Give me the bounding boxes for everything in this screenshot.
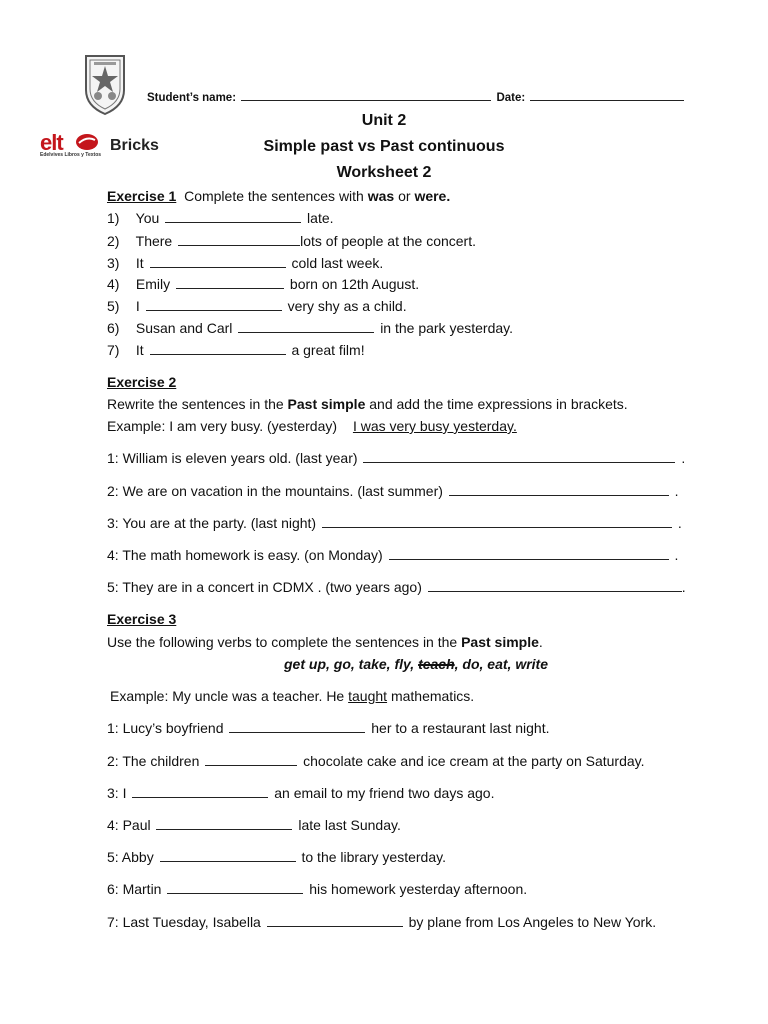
ex2-item-4: 4: The math homework is easy. (on Monday) .	[107, 547, 679, 563]
answer-blank[interactable]	[363, 462, 675, 463]
ex2-item-1: 1: William is eleven years old. (last year) .	[107, 450, 686, 466]
ex1-item-1: 1) You late.	[107, 210, 334, 226]
school-crest-logo	[82, 52, 128, 116]
ex1-item-2: 2) There lots of people at the concert.	[107, 233, 476, 249]
ex3-item-4: 4: Paul late last Sunday.	[107, 817, 401, 833]
exercise2-heading: Exercise 2	[107, 374, 177, 390]
ex2-item-3: 3: You are at the party. (last night) .	[107, 515, 682, 531]
ex1-item-6: 6) Susan and Carl in the park yesterday.	[107, 320, 513, 336]
ex3-item-2: 2: The children chocolate cake and ice cream at the party on Saturday.	[107, 753, 645, 769]
answer-blank[interactable]	[150, 354, 286, 355]
answer-blank[interactable]	[146, 310, 282, 311]
topic-title: Simple past vs Past continuous	[263, 138, 505, 155]
answer-blank[interactable]	[389, 559, 669, 560]
answer-blank[interactable]	[132, 797, 268, 798]
struck-verb: teach	[418, 656, 455, 672]
ex1-item-4: 4) Emily born on 12th August.	[107, 276, 420, 292]
answer-blank[interactable]	[449, 495, 669, 496]
student-name-field[interactable]	[241, 100, 491, 101]
answer-blank[interactable]	[160, 861, 296, 862]
ex3-item-1: 1: Lucy’s boyfriend her to a restaurant last night.	[107, 720, 550, 736]
answer-blank[interactable]	[205, 765, 297, 766]
ex3-item-6: 6: Martin his homework yesterday afternoon.	[107, 881, 528, 897]
exercise3-instruction: Use the following verbs to complete the sentences in the Past simple.	[107, 634, 543, 650]
answer-blank[interactable]	[167, 893, 303, 894]
ex1-item-5: 5) I very shy as a child.	[107, 298, 407, 314]
date-label: Date:	[496, 92, 526, 104]
answer-blank[interactable]	[178, 245, 300, 246]
ex2-item-2: 2: We are on vacation in the mountains. (last summer) .	[107, 483, 679, 499]
bricks-logo: Bricks	[110, 137, 159, 154]
answer-blank[interactable]	[322, 527, 672, 528]
exercise2-example: Example: I am very busy. (yesterday) I was very busy yesterday.	[107, 418, 517, 434]
exercise3-heading: Exercise 3	[107, 611, 177, 627]
exercise2-instruction: Rewrite the sentences in the Past simple and add the time expressions in brackets.	[107, 396, 628, 412]
ex1-item-7: 7) It a great film!	[107, 342, 365, 358]
verb-list: get up, go, take, fly, teach, do, eat, write	[284, 656, 548, 672]
worksheet-title: Worksheet 2	[336, 164, 432, 181]
exercise1-instruction: Exercise 1 Complete the sentences with was or were.	[107, 188, 451, 204]
answer-blank[interactable]	[229, 732, 365, 733]
answer-blank[interactable]	[150, 267, 286, 268]
answer-blank[interactable]	[176, 288, 284, 289]
student-name-label: Student’s name:	[147, 92, 237, 104]
ex3-item-7: 7: Last Tuesday, Isabella by plane from Los Angeles to New York.	[107, 914, 657, 930]
answer-blank[interactable]	[267, 926, 403, 927]
unit-title: Unit 2	[361, 112, 407, 129]
elt-logo: elt Edelvives Libros y Textos	[40, 130, 102, 158]
answer-blank[interactable]	[156, 829, 292, 830]
answer-blank[interactable]	[428, 591, 682, 592]
ex3-item-3: 3: I an email to my friend two days ago.	[107, 785, 495, 801]
answer-blank[interactable]	[238, 332, 374, 333]
date-field[interactable]	[530, 100, 684, 101]
exercise1-heading: Exercise 1	[107, 188, 177, 204]
ex3-item-5: 5: Abby to the library yesterday.	[107, 849, 446, 865]
exercise3-example: Example: My uncle was a teacher. He taught mathematics.	[110, 688, 475, 704]
ex2-item-5: 5: They are in a concert in CDMX . (two years ago) .	[107, 579, 686, 595]
ex1-item-3: 3) It cold last week.	[107, 255, 384, 271]
answer-blank[interactable]	[165, 222, 301, 223]
